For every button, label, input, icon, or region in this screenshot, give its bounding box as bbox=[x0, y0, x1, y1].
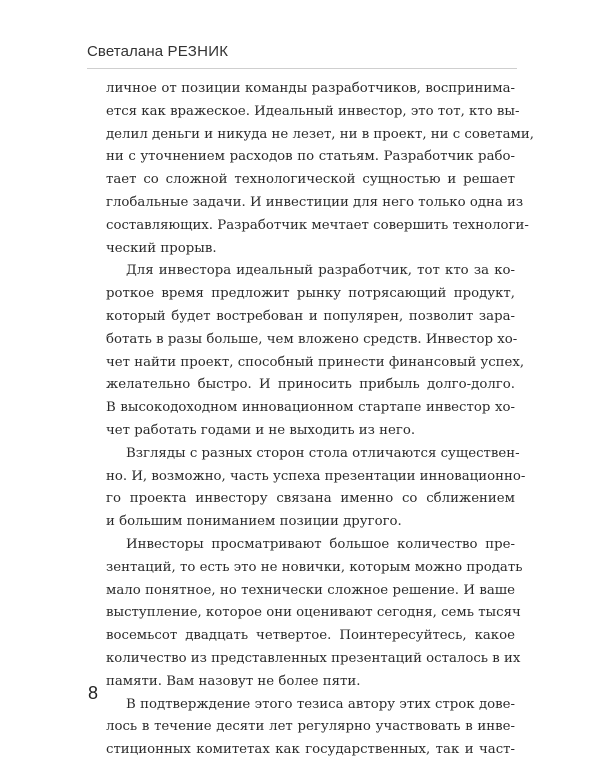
text-line: ботать в разы больше, чем вложено средств. Инвестор хо- bbox=[106, 331, 518, 347]
text-line: В высокодоходном инновационном стартапе инвестор хо- bbox=[106, 400, 515, 416]
text-line: тает со сложной технологической сущностью и решает bbox=[106, 172, 515, 188]
text-line: и большим пониманием позиции другого. bbox=[106, 514, 402, 530]
text-line: чет работать годами и не выходить из него. bbox=[106, 422, 416, 438]
text-line: количество из представленных презентаций осталось в их bbox=[106, 650, 521, 666]
text-line: роткое время предложит рынку потрясающий продукт, bbox=[106, 286, 515, 302]
text-line: мало понятное, но технически сложное решение. И ваше bbox=[106, 582, 515, 598]
text-line: ни с уточнением расходов по статьям. Разработчик рабо- bbox=[106, 149, 515, 165]
text-line: памяти. Вам назовут не более пяти. bbox=[106, 673, 361, 689]
text-line: восемьсот двадцать четвертое. Поинтересуйтесь, какое bbox=[106, 628, 515, 644]
text-line: делил деньги и никуда не лезет, ни в проект, ни с советами, bbox=[106, 126, 534, 142]
paragraph bbox=[106, 534, 523, 694]
text-line: личное от позиции команды разработчиков, воспринима- bbox=[106, 81, 515, 96]
page-number: 8 bbox=[88, 683, 99, 703]
body-text bbox=[106, 78, 534, 762]
text-line: чет найти проект, способный принести финансовый успех, bbox=[106, 354, 525, 370]
text-line: составляющих. Разработчик мечтает совершить технологи- bbox=[106, 217, 529, 233]
text-line: стиционных комитетах как государственных, так и част- bbox=[106, 742, 515, 758]
author-first-name: Светалана bbox=[87, 43, 164, 60]
text-line: выступление, которое они оценивают сегодня, семь тысяч bbox=[106, 605, 521, 621]
text-line: ется как вражеское. Идеальный инвестор, это тот, кто вы- bbox=[106, 103, 520, 119]
paragraph bbox=[106, 78, 534, 260]
header-divider bbox=[87, 68, 517, 69]
paragraph bbox=[106, 443, 526, 534]
paragraph bbox=[106, 260, 525, 442]
text-line: желательно быстро. И приносить прибыль долго-долго. bbox=[106, 377, 515, 393]
text-line: ческий прорыв. bbox=[106, 240, 217, 256]
text-line: го проекта инвестору связана именно со сближением bbox=[106, 491, 515, 507]
text-line: зентаций, то есть это не новички, которым можно продать bbox=[106, 559, 523, 575]
running-header bbox=[87, 43, 228, 60]
author-surname: РЕЗНИК bbox=[167, 43, 229, 60]
text-line: Для инвестора идеальный разработчик, тот кто за ко- bbox=[126, 263, 515, 279]
paragraph bbox=[106, 694, 515, 762]
text-line: но. И, возможно, часть успеха презентации инновационно- bbox=[106, 468, 526, 484]
text-line: лось в течение десяти лет регулярно участвовать в инве- bbox=[106, 719, 515, 735]
text-line: глобальные задачи. И инвестиции для него только одна из bbox=[106, 194, 524, 210]
text-line: Взгляды с разных сторон стола отличаются существен- bbox=[126, 445, 520, 461]
text-line: Инвесторы просматривают большое количество пре- bbox=[126, 536, 515, 552]
text-line: В подтверждение этого тезиса автору этих строк дове- bbox=[126, 696, 515, 712]
text-line: который будет востребован и популярен, позволит зара- bbox=[106, 308, 515, 324]
